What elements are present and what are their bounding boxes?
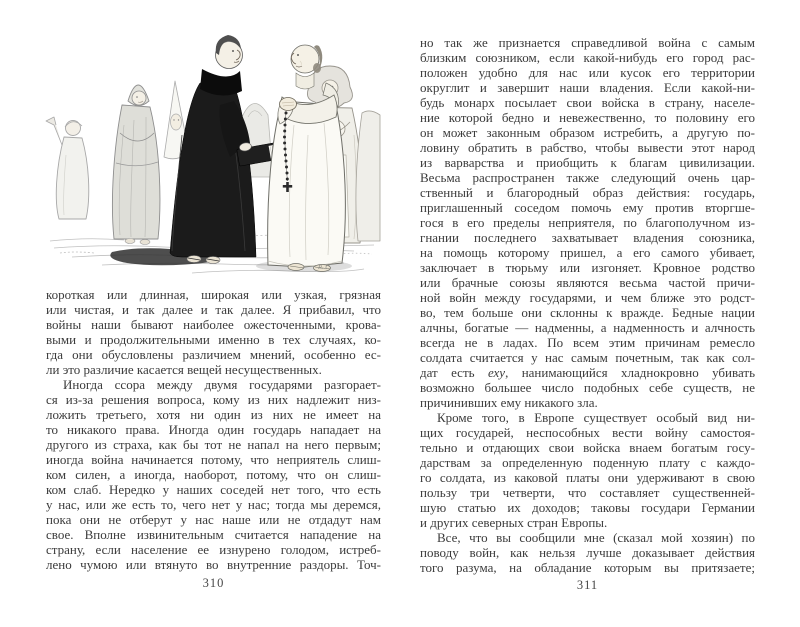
text-line: дарствам за определенную поденную плату с каждо- bbox=[420, 455, 755, 470]
left-monk-hood bbox=[200, 69, 242, 96]
text-line: и других северных стран Европы. bbox=[420, 515, 608, 530]
text-line: солдата считается у нас самым почетным, так как сол- bbox=[420, 350, 755, 365]
text-line: причинивших ему никакого зла. bbox=[420, 395, 598, 410]
text-line: на помощь которому пришел, а его самого убивает, bbox=[420, 245, 755, 260]
text-line: заключает в тюрьму или изгоняет. Кровное родство bbox=[420, 260, 755, 275]
text-line: иногда война начинается потому, что неприятель слиш- bbox=[46, 452, 381, 467]
text-line: но так же признается справедливой война с самым bbox=[420, 35, 755, 50]
text-line: гнании последнего захватывает владения союзника, bbox=[420, 230, 755, 245]
text-line: или брачные союзы являются весьма частой причи- bbox=[420, 275, 755, 290]
left-monk-figure bbox=[170, 35, 279, 264]
text-line: го солдата, из каковой платы они удерживают в свою bbox=[420, 470, 755, 485]
text-line: другого из страха, как бы тот не напал на него первым; bbox=[46, 437, 381, 452]
right-page-text bbox=[420, 35, 755, 575]
text-line: короткая или длинная, широкая или узкая, грязная bbox=[46, 287, 381, 302]
text-line: он может законным образом истребить, а другую по- bbox=[420, 125, 755, 140]
text-line: тельно и отдающих свои войска внаем богатым госу- bbox=[420, 440, 755, 455]
text-line: гося в его пределы неприятеля, по благополучном из- bbox=[420, 215, 755, 230]
text-line: ственный и благородный образ действия: государь, bbox=[420, 185, 755, 200]
text-line: Кроме того, в Европе существует особый вид ни- bbox=[437, 410, 755, 425]
text-line: у нас, или же есть то, чего нет у нас; тогда мы деремся, bbox=[46, 497, 381, 512]
text-line: Весьма распространен также следующий очень цар- bbox=[420, 170, 755, 185]
text-line: Иногда ссора между двумя государями разгорает- bbox=[63, 377, 381, 392]
text-line: ловину обратить в рабство, чтобы вывести этот народ bbox=[420, 140, 755, 155]
text-line: свое. Вполне извинительным считается нападение на bbox=[46, 527, 381, 542]
text-line: гда они обусловлены различием мнений, особенно ес- bbox=[46, 347, 381, 362]
right-monk-hands-clasped bbox=[280, 98, 297, 111]
text-line: ложить третьего, хотя ни один из них не имеет на bbox=[46, 407, 381, 422]
text-line: приглашенный соседом помочь ему против вторгше- bbox=[420, 200, 755, 215]
illustrator-signature: R. C. bbox=[318, 264, 332, 271]
text-line: положен удобно для нас или кусок его территории bbox=[420, 65, 755, 80]
text-line: или чистая, и так далее и так далее. Я прибавил, что bbox=[46, 302, 381, 317]
text-line: поводу войн, как нельзя лучше доказывает действия bbox=[420, 545, 755, 560]
text-line: ком слаб. Нередко у наших соседей нет того, что есть bbox=[46, 482, 381, 497]
background-figure-back-view bbox=[46, 117, 89, 219]
text-line: лено чумою или втянуто во внутренние раздоры. Точ- bbox=[46, 557, 381, 572]
text-line: пользу три четверти, что составляет существенней- bbox=[420, 485, 755, 500]
background-figure-capuchin bbox=[112, 85, 160, 245]
page-left bbox=[46, 0, 381, 627]
text-line: войны наши бывают наиболее ожесточенными, крова- bbox=[46, 317, 381, 332]
text-line: ной войн между государями, и чем ближе это родст- bbox=[420, 290, 755, 305]
text-line: ся из-за решения вопроса, кому из них надлежит низ- bbox=[46, 392, 381, 407]
text-line: то никакого права. Иногда один государь нападает на bbox=[46, 422, 381, 437]
page-number-left: 310 bbox=[202, 576, 225, 590]
background-figure-far-right bbox=[356, 111, 380, 241]
text-line: шую статью их доходов; таковы государи Германии bbox=[420, 500, 755, 515]
text-line: возможно большее число подобных себе существ, не bbox=[420, 380, 755, 395]
text-line: ком силен, а иногда, наоборот, потому, что он слиш- bbox=[46, 467, 381, 482]
illustration-monks-engraving bbox=[42, 5, 382, 277]
text-line: всегда не в ладах. По всем этим причинам ремесло bbox=[420, 335, 755, 350]
text-line: из варварства и приобщить к благам цивилизации. bbox=[420, 155, 755, 170]
text-line: дат есть еху, нанимающийся хладнокровно убивать bbox=[420, 365, 756, 380]
text-line: близким союзником, если какой-нибудь его город рас- bbox=[420, 50, 755, 65]
text-line: Все, что вы сообщили мне (сказал мой хозяин) по bbox=[437, 530, 755, 545]
left-page-text bbox=[46, 287, 381, 572]
text-line: во, тем больше они склонны к вражде. Бедные нации bbox=[420, 305, 755, 320]
text-line: выми и продолжительными именно в тех случаях, ко- bbox=[46, 332, 381, 347]
text-line: ли это различие касается вещей несущественных. bbox=[46, 362, 322, 377]
text-line: щих государей, неспособных вести войну самостоя- bbox=[420, 425, 755, 440]
text-line: ние которой бедно и невежественно, то половину его bbox=[420, 110, 755, 125]
page-number-right: 311 bbox=[576, 578, 599, 592]
text-line: алчны, богатые — надменны, а надменность и алчность bbox=[420, 320, 755, 335]
text-line: округлит и завершит наши владения. Если какой-ни- bbox=[420, 80, 755, 95]
text-line: будь монарх посылает свои войска в страну, населе- bbox=[420, 95, 755, 110]
text-line: пока они не отберут у нас наше или не отдадут нам bbox=[46, 512, 381, 527]
text-line: страну, если население ее изнурено голодом, истреб- bbox=[46, 542, 381, 557]
text-line: того разума, на обладание которым вы притязаете; bbox=[420, 560, 755, 575]
page-right bbox=[420, 0, 755, 627]
